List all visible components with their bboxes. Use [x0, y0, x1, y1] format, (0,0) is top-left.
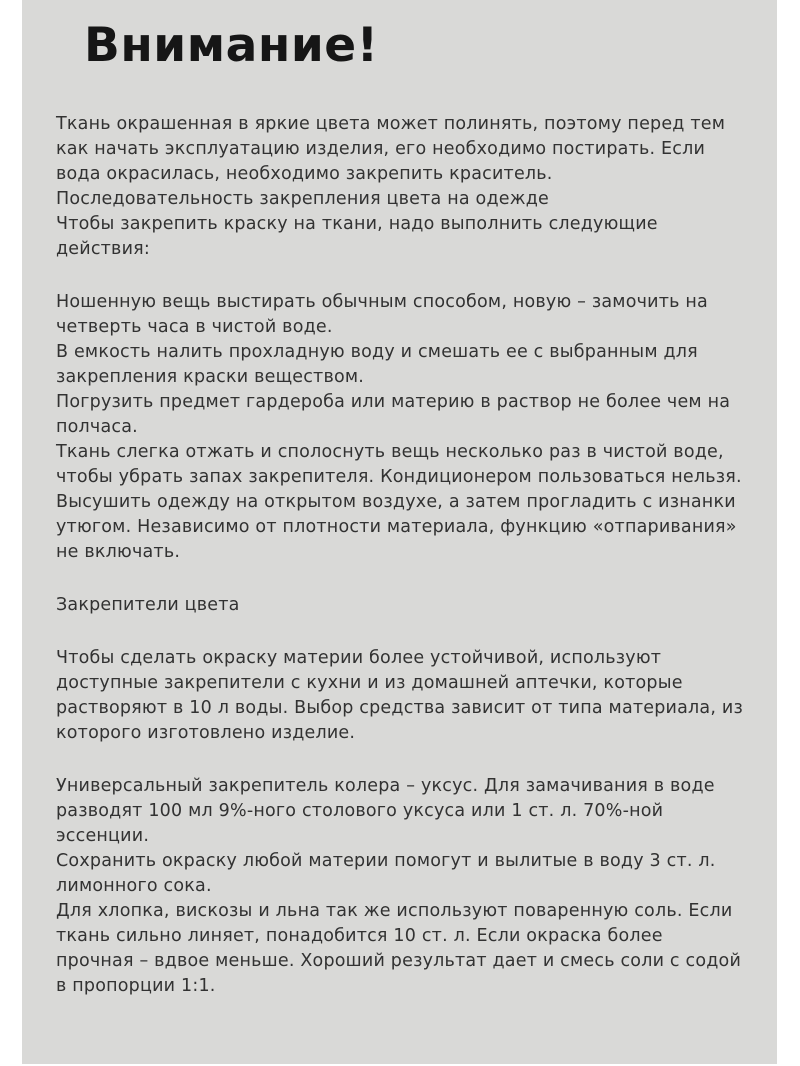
- text-line: разводят 100 мл 9%-ного столового уксуса или 1 ст. л. 70%-ной: [56, 801, 664, 821]
- text-line: Последовательность закрепления цвета на одежде: [56, 189, 549, 209]
- document-body: [56, 112, 751, 999]
- text-line: Сохранить окраску любой материи помогут и вылитые в воду 3 ст. л.: [56, 851, 716, 871]
- text-line: вода окрасилась, необходимо закрепить краситель.: [56, 164, 553, 184]
- text-line: в пропорции 1:1.: [56, 976, 216, 996]
- text-line: Погрузить предмет гардероба или материю в раствор не более чем на: [56, 392, 731, 412]
- page-title: Внимание!: [84, 18, 379, 73]
- text-line: Чтобы закрепить краску на ткани, надо выполнить следующие: [56, 214, 658, 234]
- text-line: действия:: [56, 239, 150, 259]
- text-line: Чтобы сделать окраску материи более устойчивой, используют: [56, 648, 662, 668]
- paragraph: [56, 290, 751, 565]
- text-line: растворяют в 10 л воды. Выбор средства зависит от типа материала, из: [56, 698, 743, 718]
- text-line: Универсальный закрепитель колера – уксус. Для замачивания в воде: [56, 776, 715, 796]
- paragraph: [56, 774, 751, 999]
- text-line: закрепления краски веществом.: [56, 367, 365, 387]
- text-line: не включать.: [56, 542, 181, 562]
- text-line: Для хлопка, вискозы и льна так же используют поваренную соль. Если: [56, 901, 733, 921]
- text-line: доступные закрепители с кухни и из домашней аптечки, которые: [56, 673, 683, 693]
- text-line: прочная – вдвое меньше. Хороший результат дает и смесь соли с содой: [56, 951, 742, 971]
- document-page: [22, 0, 777, 1064]
- text-line: Закрепители цвета: [56, 595, 240, 615]
- paragraph: [56, 646, 751, 746]
- text-line: Ткань слегка отжать и сполоснуть вещь несколько раз в чистой воде,: [56, 442, 724, 462]
- text-line: как начать эксплуатацию изделия, его необходимо постирать. Если: [56, 139, 706, 159]
- text-line: Ткань окрашенная в яркие цвета может полинять, поэтому перед тем: [56, 114, 726, 134]
- text-line: В емкость налить прохладную воду и смешать ее с выбранным для: [56, 342, 698, 362]
- section-subheading: [56, 593, 751, 618]
- text-line: которого изготовлено изделие.: [56, 723, 356, 743]
- text-line: ткань сильно линяет, понадобится 10 ст. л. Если окраска более: [56, 926, 663, 946]
- text-line: эссенции.: [56, 826, 150, 846]
- text-line: утюгом. Независимо от плотности материала, функцию «отпаривания»: [56, 517, 737, 537]
- paragraph: [56, 112, 751, 262]
- text-line: лимонного сока.: [56, 876, 212, 896]
- text-line: Высушить одежду на открытом воздухе, а затем прогладить с изнанки: [56, 492, 736, 512]
- text-line: четверть часа в чистой воде.: [56, 317, 333, 337]
- text-line: Ношенную вещь выстирать обычным способом, новую – замочить на: [56, 292, 708, 312]
- text-line: полчаса.: [56, 417, 138, 437]
- text-line: чтобы убрать запах закрепителя. Кондиционером пользоваться нельзя.: [56, 467, 742, 487]
